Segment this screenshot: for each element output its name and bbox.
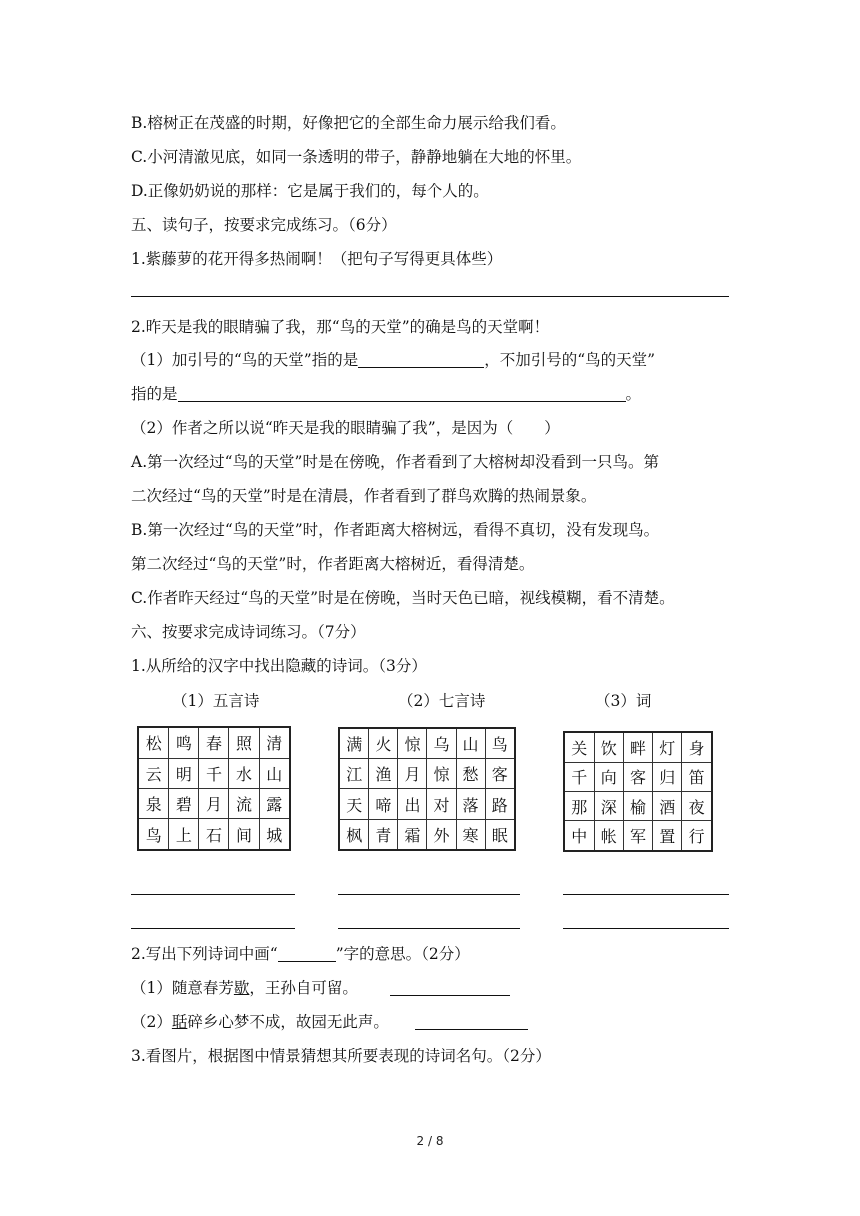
- grid-cell[interactable]: 月: [199, 788, 229, 818]
- grid-row: [339, 789, 515, 819]
- grid-cell[interactable]: 月: [398, 759, 427, 789]
- grid-row: [339, 728, 515, 759]
- q6-2-1-post: ，王孙自可留。: [249, 979, 358, 997]
- grid-cell[interactable]: 愁: [456, 759, 485, 789]
- question-5-2-1-text-c: 指的是: [131, 385, 178, 403]
- grid-cell[interactable]: 霜: [398, 819, 427, 850]
- grid-label-1: （1）五言诗: [172, 692, 260, 710]
- answer-line-grid1-a[interactable]: [131, 894, 295, 895]
- grid-cell[interactable]: 惊: [398, 728, 427, 759]
- grid-cell[interactable]: 那: [564, 791, 594, 820]
- grid-cell[interactable]: 枫: [339, 819, 369, 850]
- grid-cell[interactable]: 灯: [653, 732, 682, 762]
- page-number: 2 / 8: [416, 1134, 444, 1148]
- grid-cell[interactable]: 中: [564, 821, 594, 851]
- grid-cell[interactable]: 间: [229, 819, 259, 850]
- choice-b-line-1: B.第一次经过“鸟的天堂”时，作者距离大榕树远，看得不真切，没有发现鸟。: [131, 521, 660, 539]
- question-5-2-1-end: 。: [625, 385, 642, 403]
- question-6-2: [131, 944, 470, 964]
- question-6-3: 3.看图片，根据图中情景猜想其所要表现的诗词名句。（2分）: [131, 1047, 551, 1065]
- grid-cell[interactable]: 关: [564, 732, 594, 762]
- grid-row: [339, 759, 515, 789]
- grid-cell[interactable]: 置: [653, 821, 682, 851]
- grid-cell[interactable]: 春: [199, 727, 229, 758]
- grid-cell[interactable]: 渔: [369, 759, 398, 789]
- grid-cell[interactable]: 榆: [623, 791, 652, 820]
- choice-b-line-2: 第二次经过“鸟的天堂”时，作者距离大榕树近，看得清楚。: [131, 555, 535, 573]
- grid-row: [138, 788, 290, 818]
- grid-row: [564, 762, 712, 791]
- question-6-2-2: [131, 1012, 389, 1032]
- option-c: C.小河清澈见底，如同一条透明的带子，静静地躺在大地的怀里。: [131, 148, 582, 166]
- grid-label-3: （3）词: [595, 692, 652, 710]
- grid-cell[interactable]: 深: [594, 791, 623, 820]
- grid-cell[interactable]: 客: [485, 759, 515, 789]
- grid-cell[interactable]: 夜: [682, 791, 712, 820]
- character-grid-qiyan: [338, 727, 516, 851]
- choice-a-line-1: A.第一次经过“鸟的天堂”时是在傍晚，作者看到了大榕树却没看到一只鸟。第: [131, 453, 659, 471]
- choice-a-line-2: 二次经过“鸟的天堂”时是在清晨，作者看到了群鸟欢腾的热闹景象。: [131, 487, 597, 505]
- answer-line-6-2-1[interactable]: [390, 995, 510, 996]
- grid-cell[interactable]: 照: [229, 727, 259, 758]
- grid-row: [138, 727, 290, 758]
- grid-cell[interactable]: 归: [653, 762, 682, 791]
- grid-cell[interactable]: 明: [169, 758, 199, 788]
- grid-cell[interactable]: 行: [682, 821, 712, 851]
- q6-2-2-pre: （2）: [131, 1013, 172, 1031]
- section-5-title: 五、读句子，按要求完成练习。（6分）: [131, 216, 397, 234]
- grid-row: [564, 821, 712, 851]
- question-5-1: 1.紫藤萝的花开得多热闹啊！（把句子写得更具体些）: [131, 250, 503, 268]
- grid-row: [138, 758, 290, 788]
- grid-cell[interactable]: 惊: [427, 759, 456, 789]
- grid-cell[interactable]: 对: [427, 789, 456, 819]
- grid-cell[interactable]: 露: [259, 788, 290, 818]
- grid-cell[interactable]: 鸟: [485, 728, 515, 759]
- question-6-2-text-a: 2.写出下列诗词中画“: [131, 945, 278, 963]
- q6-2-1-underlined-char: 歇: [233, 979, 250, 997]
- grid-cell[interactable]: 乌: [427, 728, 456, 759]
- grid-cell[interactable]: 泉: [138, 788, 169, 818]
- grid-cell[interactable]: 畔: [623, 732, 652, 762]
- grid-label-2: （2）七言诗: [398, 692, 486, 710]
- grid-cell[interactable]: 路: [485, 789, 515, 819]
- grid-cell[interactable]: 客: [623, 762, 652, 791]
- grid-row: [339, 819, 515, 850]
- question-5-2-2: （2）作者之所以说“昨天是我的眼睛骗了我”，是因为（ ）: [131, 419, 560, 437]
- grid-cell[interactable]: 千: [199, 758, 229, 788]
- q6-2-1-pre: （1）随意春芳: [131, 979, 234, 997]
- grid-cell[interactable]: 军: [623, 821, 652, 851]
- grid-cell[interactable]: 水: [229, 758, 259, 788]
- grid-cell[interactable]: 笛: [682, 762, 712, 791]
- grid-cell[interactable]: 山: [456, 728, 485, 759]
- answer-line-grid2-b[interactable]: [338, 928, 520, 929]
- grid-cell[interactable]: 寒: [456, 819, 485, 850]
- grid-cell[interactable]: 清: [259, 727, 290, 758]
- grid-cell[interactable]: 鸟: [138, 819, 169, 850]
- answer-blank-quoted[interactable]: [358, 351, 484, 368]
- grid-cell[interactable]: 松: [138, 727, 169, 758]
- grid-cell[interactable]: 饮: [594, 732, 623, 762]
- answer-blank-unquoted[interactable]: [178, 385, 626, 402]
- grid-row: [138, 819, 290, 850]
- grid-cell[interactable]: 鸣: [169, 727, 199, 758]
- grid-cell[interactable]: 流: [229, 788, 259, 818]
- underline-sample: [278, 945, 336, 962]
- grid-cell[interactable]: 天: [339, 789, 369, 819]
- question-5-2-1-cont: [131, 384, 641, 404]
- choice-c-line-1: C.作者昨天经过“鸟的天堂”时是在傍晚，当时天色已暗，视线模糊，看不清楚。: [131, 589, 675, 607]
- question-6-2-text-b: ”字的意思。（2分）: [335, 945, 470, 963]
- character-grid-wuyan: [137, 726, 291, 851]
- grid-cell[interactable]: 啼: [369, 789, 398, 819]
- option-d: D.正像奶奶说的那样：它是属于我们的，每个人的。: [131, 182, 489, 200]
- answer-line-grid1-b[interactable]: [131, 928, 295, 929]
- grid-cell[interactable]: 落: [456, 789, 485, 819]
- grid-cell[interactable]: 云: [138, 758, 169, 788]
- answer-line-6-2-2[interactable]: [415, 1029, 528, 1030]
- grid-row: [564, 732, 712, 762]
- grid-cell[interactable]: 青: [369, 819, 398, 850]
- grid-cell[interactable]: 千: [564, 762, 594, 791]
- question-6-1: 1.从所给的汉字中找出隐藏的诗词。（3分）: [131, 657, 427, 675]
- question-6-2-1: [131, 978, 358, 998]
- grid-cell[interactable]: 山: [259, 758, 290, 788]
- grid-cell[interactable]: 江: [339, 759, 369, 789]
- question-5-2-1-text-a: （1）加引号的“鸟的天堂”指的是: [131, 351, 359, 369]
- q6-2-2-underlined-char: 聒: [171, 1013, 188, 1031]
- question-5-2-1: [131, 350, 655, 370]
- grid-cell[interactable]: 满: [339, 728, 369, 759]
- q6-2-2-post: 碎乡心梦不成，故园无此声。: [187, 1013, 389, 1031]
- grid-cell[interactable]: 出: [398, 789, 427, 819]
- section-6-title: 六、按要求完成诗词练习。（7分）: [131, 623, 366, 641]
- grid-cell[interactable]: 碧: [169, 788, 199, 818]
- grid-cell[interactable]: 身: [682, 732, 712, 762]
- grid-cell[interactable]: 帐: [594, 821, 623, 851]
- grid-cell[interactable]: 向: [594, 762, 623, 791]
- answer-line-5-1[interactable]: [131, 296, 729, 297]
- question-5-2-1-text-b: ，不加引号的“鸟的天堂”: [484, 351, 656, 369]
- grid-row: [564, 791, 712, 820]
- grid-cell[interactable]: 城: [259, 819, 290, 850]
- option-b: B.榕树正在茂盛的时期，好像把它的全部生命力展示给我们看。: [131, 114, 566, 132]
- character-grid-ci: [563, 731, 713, 852]
- answer-line-grid2-a[interactable]: [338, 894, 520, 895]
- grid-cell[interactable]: 外: [427, 819, 456, 850]
- grid-cell[interactable]: 眠: [485, 819, 515, 850]
- grid-cell[interactable]: 石: [199, 819, 229, 850]
- question-5-2: 2.昨天是我的眼睛骗了我，那“鸟的天堂”的确是鸟的天堂啊！: [131, 318, 550, 336]
- grid-cell[interactable]: 酒: [653, 791, 682, 820]
- answer-line-grid3-b[interactable]: [563, 928, 729, 929]
- answer-line-grid3-a[interactable]: [563, 894, 729, 895]
- grid-cell[interactable]: 火: [369, 728, 398, 759]
- grid-cell[interactable]: 上: [169, 819, 199, 850]
